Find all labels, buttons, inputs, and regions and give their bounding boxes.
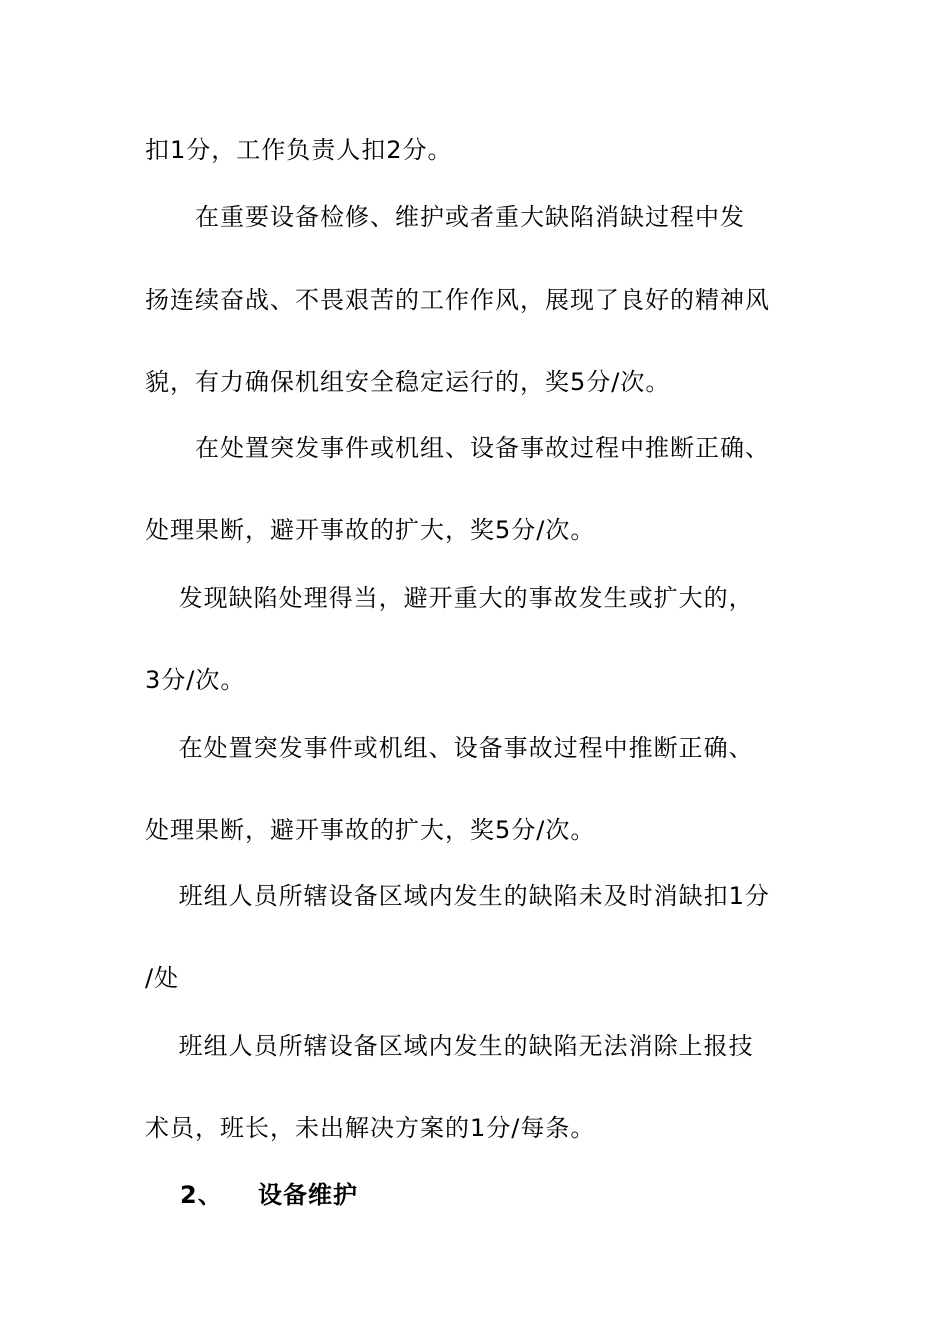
text-line: 扬连续奋战、不畏艰苦的工作作风，展现了良好的精神风 [145,286,770,314]
text-line: /处 [145,964,180,992]
text-line: 处理果断，避开事故的扩大，奖5分/次。 [145,816,596,844]
text-line: 班组人员所辖设备区域内发生的缺陷无法消除上报技 [145,1032,754,1060]
text-line: 在重要设备检修、维护或者重大缺陷消缺过程中发 [145,203,745,231]
section-heading [180,1179,480,1211]
section-number: 2、 [180,1181,223,1209]
section-title: 设备维护 [258,1181,358,1209]
text-line: 在处置突发事件或机组、设备事故过程中推断正确、 [145,734,754,762]
text-line: 3分/次。 [145,666,246,694]
text-line: 发现缺陷处理得当，避开重大的事故发生或扩大的， [145,584,754,612]
text-line: 貌，有力确保机组安全稳定运行的，奖5分/次。 [145,368,671,396]
text-line: 术员，班长，未出解决方案的1分/每条。 [145,1114,596,1142]
text-line: 处理果断，避开事故的扩大，奖5分/次。 [145,516,596,544]
text-line: 扣1分，工作负责人扣2分。 [145,136,453,164]
text-line: 班组人员所辖设备区域内发生的缺陷未及时消缺扣1分 [145,882,770,910]
text-line: 在处置突发事件或机组、设备事故过程中推断正确、 [145,434,770,462]
